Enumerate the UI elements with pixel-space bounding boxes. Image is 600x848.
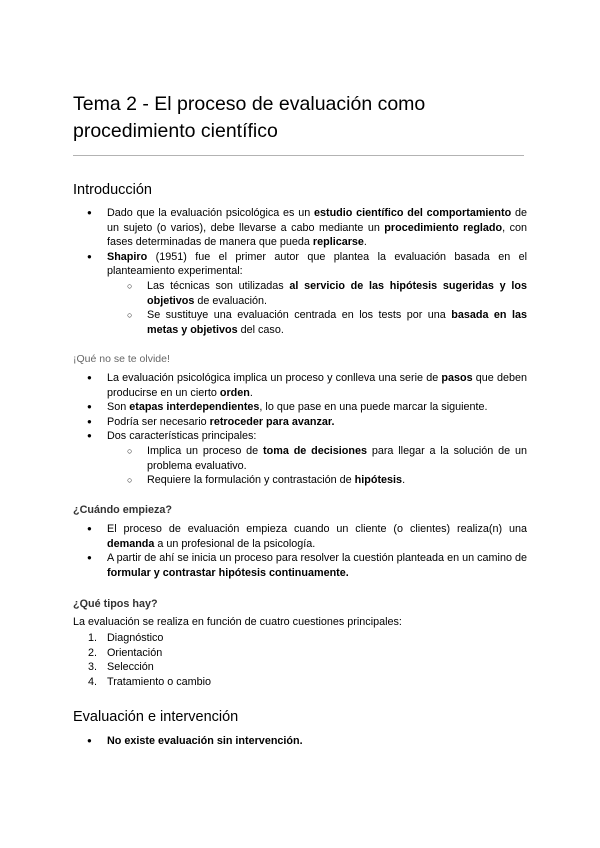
list-item: ● Shapiro (1951) fue el primer autor que plantea la evaluación basada en el planteamiento experimental: ○ Las técnicas son utilizadas al servicio de las hipótesis sugeridas y los objetivos de evaluación. ○ Se sustituye una evaluación centrada en los tests por una basada en las metas y objetivos del caso. [87,250,527,338]
list-item: ● El proceso de evaluación empieza cuando un cliente (o clientes) realiza(n) una demanda a un profesional de la psicología. [87,522,527,551]
intro-heading: Introducción [73,182,152,198]
intro-list [87,206,527,337]
sublist [107,279,527,337]
sublist-item: ○ Las técnicas son utilizadas al servicio de las hipótesis sugeridas y los objetivos de evaluación. [127,279,527,308]
types-list [87,631,527,689]
numbered-item [87,660,527,675]
sublist-item: ○ Implica un proceso de toma de decisiones para llegar a la solución de un problema evaluativo. [127,444,527,473]
list-item: ● Dado que la evaluación psicológica es un estudio científico del comportamiento de un sujeto (o varios), debe llevarse a cabo mediante un procedimiento reglado, con fases determinadas de manera que pueda replicarse. [87,206,527,250]
item-number: 3. [88,661,98,674]
reminder-note: ¡Qué no se te olvide! [73,353,170,365]
sublist [107,444,527,488]
item-label: Orientación [107,646,163,659]
list-item: ● Podría ser necesario retroceder para avanzar. [87,415,527,430]
intervention-list [87,734,527,749]
types-heading: ¿Qué tipos hay? [73,598,158,610]
numbered-item [87,675,527,690]
item-number: 1. [88,632,98,644]
item-label: Tratamiento o cambio [107,675,212,688]
reminder-list [87,371,527,488]
page-title: Tema 2 - El proceso de evaluación como procedimiento científico [73,93,426,142]
sublist-item: ○ Se sustituye una evaluación centrada en los tests por una basada en las metas y objetivos del caso. [127,308,527,337]
item-number: 2. [88,646,98,659]
list-item: ● La evaluación psicológica implica un proceso y conlleva una serie de pasos que deben producirse en un cierto orden. [87,371,527,400]
when-list [87,522,527,580]
item-number: 4. [88,675,98,688]
item-label: Diagnóstico [107,632,164,644]
sublist-item: ○ Requiere la formulación y contrastación de hipótesis. [127,473,527,488]
types-intro: La evaluación se realiza en función de cuatro cuestiones principales: [73,616,402,628]
list-item: ● No existe evaluación sin intervención. [87,734,527,749]
list-item: ● Dos características principales: ○ Implica un proceso de toma de decisiones para llegar a la solución de un problema evaluativo. ○ Requiere la formulación y contrastación de hipótesis. [87,429,527,487]
numbered-item [87,646,527,661]
numbered-item [87,631,527,646]
when-heading: ¿Cuándo empieza? [73,504,172,516]
list-item: ● A partir de ahí se inicia un proceso para resolver la cuestión planteada en un camino de formular y contrastar hipótesis continuamente. [87,551,527,580]
item-label: Selección [107,661,154,674]
list-item: ● Son etapas interdependientes, lo que pase en una puede marcar la siguiente. [87,400,527,415]
intervention-heading: Evaluación e intervención [73,709,239,725]
title-divider [73,155,524,156]
